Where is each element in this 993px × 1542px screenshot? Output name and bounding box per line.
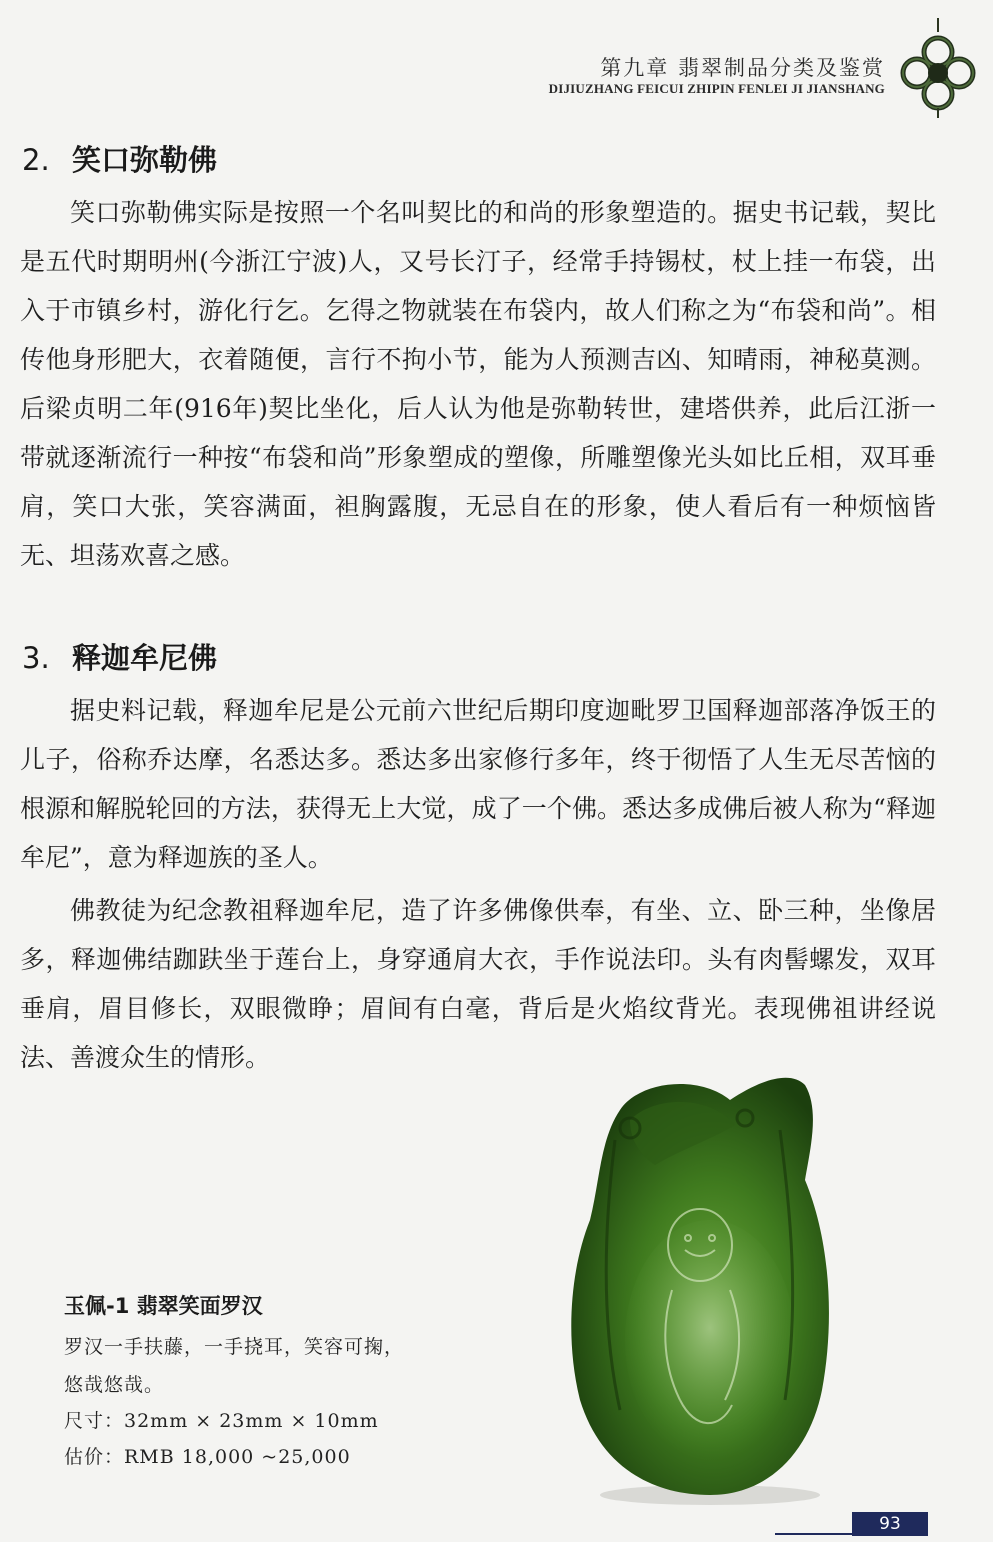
chinese-knot-icon — [893, 18, 983, 118]
section-number: 3. — [22, 641, 50, 675]
section-heading — [22, 636, 217, 677]
body-paragraph: 据史料记载，释迦牟尼是公元前六世纪后期印度迦毗罗卫国释迦部落净饭王的儿子，俗称乔达摩，名悉达多。悉达多出家修行多年，终于彻悟了人生无尽苦恼的根源和解脱轮回的方法，获得无上大觉，成了一个佛。悉达多成佛后被人称为“释迦牟尼”，意为释迦族的圣人。 — [20, 696, 936, 872]
caption-description: 悠哉悠哉。 — [64, 1374, 165, 1396]
caption-size: 尺寸：32mm × 23mm × 10mm — [64, 1410, 379, 1432]
jade-pendant-image — [560, 1070, 840, 1510]
chapter-title-en: DIJIUZHANG FEICUI ZHIPIN FENLEI JI JIANSHANG — [548, 81, 885, 96]
body-paragraph: 笑口弥勒佛实际是按照一个名叫契比的和尚的形象塑造的。据史书记载，契比是五代时期明州(今浙江宁波)人，又号长汀子，经常手持锡杖，杖上挂一布袋，出入于市镇乡村，游化行乞。乞得之物就装在布袋内，故人们称之为“布袋和尚”。相传他身形肥大，衣着随便，言行不拘小节，能为人预测吉凶、知晴雨，神秘莫测。后梁贞明二年(916年)契比坐化，后人认为他是弥勒转世，建塔供养，此后江浙一带就逐渐流行一种按“布袋和尚”形象塑成的塑像，所雕塑像光头如比丘相，双耳垂肩，笑口大张，笑容满面，袒胸露腹，无忌自在的形象，使人看后有一种烦恼皆无、坦荡欢喜之感。 — [20, 198, 936, 570]
chapter-title-cn: 第九章 翡翠制品分类及鉴赏 — [600, 56, 885, 80]
caption-title: 玉佩-1 翡翠笑面罗汉 — [64, 1294, 263, 1318]
caption-description: 罗汉一手扶藤，一手挠耳，笑容可掬， — [64, 1336, 405, 1358]
page-number: 93 — [852, 1512, 928, 1536]
section-heading — [22, 138, 217, 179]
page-number-rule — [775, 1533, 855, 1535]
section-title: 笑口弥勒佛 — [72, 143, 218, 177]
section-number: 2. — [22, 143, 50, 177]
caption-price: 估价：RMB 18,000 ~25,000 — [64, 1446, 351, 1468]
body-paragraph: 佛教徒为纪念教祖释迦牟尼，造了许多佛像供奉，有坐、立、卧三种，坐像居多，释迦佛结跏趺坐于莲台上，身穿通肩大衣，手作说法印。头有肉髻螺发，双耳垂肩，眉目修长，双眼微睁；眉间有白毫，背后是火焰纹背光。表现佛祖讲经说法、善渡众生的情形。 — [20, 896, 936, 1072]
section-title: 释迦牟尼佛 — [72, 641, 218, 675]
